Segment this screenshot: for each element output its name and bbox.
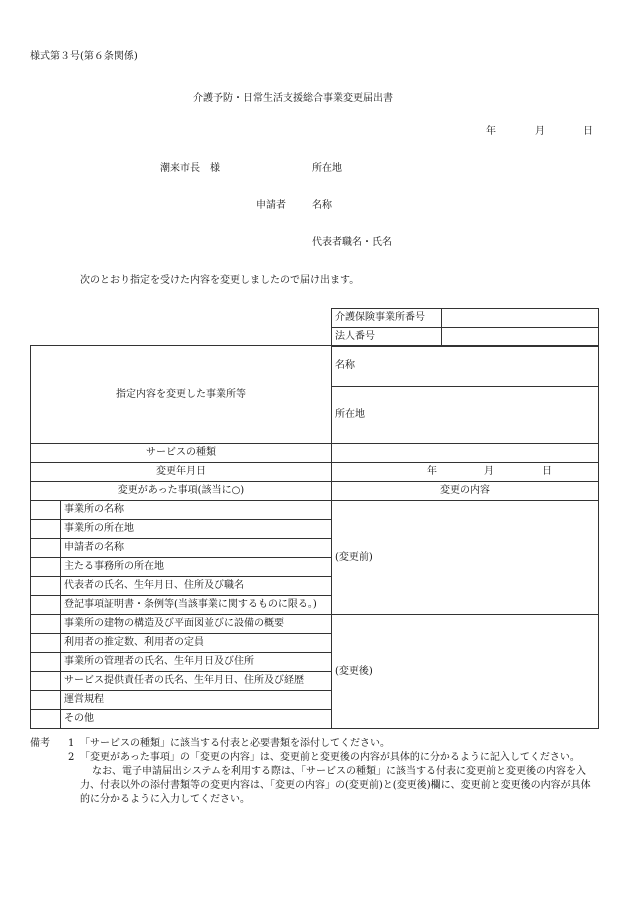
- after-content-field[interactable]: [332, 615, 599, 729]
- notes: [30, 737, 600, 807]
- item-check[interactable]: [31, 501, 61, 520]
- change-date-field[interactable]: [332, 463, 599, 482]
- date-day: 日: [583, 126, 593, 137]
- item-check[interactable]: [31, 672, 61, 691]
- item-check[interactable]: [31, 558, 61, 577]
- items-header: 変更があった事項(該当に○): [31, 482, 332, 501]
- page-title: 介護予防・日常生活支援総合事業変更届出書: [193, 93, 393, 104]
- office-address-label: 所在地: [335, 409, 365, 420]
- after-label: (変更後): [335, 665, 373, 677]
- date-month: 月: [535, 126, 545, 137]
- change-date-day: 日: [542, 466, 552, 477]
- item-label: 事業所の所在地: [61, 520, 332, 539]
- item-check[interactable]: [31, 596, 61, 615]
- item-label: その他: [61, 710, 332, 729]
- date-year: 年: [486, 126, 496, 137]
- item-check[interactable]: [31, 615, 61, 634]
- note-number: 2: [68, 752, 75, 763]
- item-check[interactable]: [31, 577, 61, 596]
- item-label: 主たる事務所の所在地: [61, 558, 332, 577]
- note-text: 「変更があった事項」の「変更の内容」は、変更前と変更後の内容が具体的に分かるように記入してください。: [80, 752, 580, 763]
- service-type-label: サービスの種類: [31, 444, 332, 463]
- note-number: 1: [68, 738, 75, 749]
- item-check[interactable]: [31, 710, 61, 729]
- addressee: 潮来市長 様: [160, 163, 220, 174]
- provider-number-table: [331, 308, 599, 347]
- office-name-label: 名称: [335, 360, 355, 371]
- service-type-field[interactable]: [332, 444, 599, 463]
- note-paragraph: なお、電子申請届出システムを利用する際は、「サービスの種類」に該当する付表に変更前と変更後の内容を入力、付表以外の添付書類等の変更内容は、「変更の内容」の(変更前)と(変更後)欄に、変更前と変更後の内容が具体的に分かるように入力してください。: [80, 766, 591, 805]
- office-header: 指定内容を変更した事業所等: [31, 346, 332, 444]
- applicant-label: 申請者: [256, 200, 286, 211]
- item-check[interactable]: [31, 520, 61, 539]
- item-label: 運営規程: [61, 691, 332, 710]
- item-label: 代表者の氏名、生年月日、住所及び職名: [61, 577, 332, 596]
- note-text: 「サービスの種類」に該当する付表と必要書類を添付してください。: [80, 738, 390, 749]
- provider-number-label: 介護保険事業所番号: [332, 309, 442, 328]
- provider-number-field[interactable]: [442, 309, 599, 328]
- item-label: 登記事項証明書・条例等(当該事業に関するものに限る。): [61, 596, 332, 615]
- change-date-label: 変更年月日: [31, 463, 332, 482]
- item-label: 事業所の管理者の氏名、生年月日及び住所: [61, 653, 332, 672]
- corporate-number-label: 法人番号: [332, 328, 442, 347]
- item-check[interactable]: [31, 634, 61, 653]
- change-date-month: 月: [484, 466, 494, 477]
- item-check[interactable]: [31, 691, 61, 710]
- applicant-address-label: 所在地: [312, 163, 342, 174]
- office-name-field[interactable]: [332, 346, 599, 387]
- form-id: 様式第３号(第６条関係): [30, 51, 138, 62]
- item-label: 申請者の名称: [61, 539, 332, 558]
- item-check[interactable]: [31, 653, 61, 672]
- office-address-field[interactable]: [332, 387, 599, 444]
- corporate-number-field[interactable]: [442, 328, 599, 347]
- item-label: 事業所の建物の構造及び平面図並びに設備の概要: [61, 615, 332, 634]
- item-check[interactable]: [31, 539, 61, 558]
- notes-label: 備考: [30, 738, 50, 749]
- applicant-name-label: 名称: [312, 200, 332, 211]
- intro-text: 次のとおり指定を受けた内容を変更しましたので届け出ます。: [80, 275, 360, 286]
- before-label: (変更前): [335, 551, 373, 563]
- main-table: [30, 345, 599, 729]
- before-content-field[interactable]: [332, 501, 599, 615]
- item-label: サービス提供責任者の氏名、生年月日、住所及び経歴: [61, 672, 332, 691]
- item-label: 利用者の推定数、利用者の定員: [61, 634, 332, 653]
- content-header: 変更の内容: [332, 482, 599, 501]
- representative-label: 代表者職名・氏名: [312, 237, 392, 248]
- item-label: 事業所の名称: [61, 501, 332, 520]
- change-date-year: 年: [427, 466, 437, 477]
